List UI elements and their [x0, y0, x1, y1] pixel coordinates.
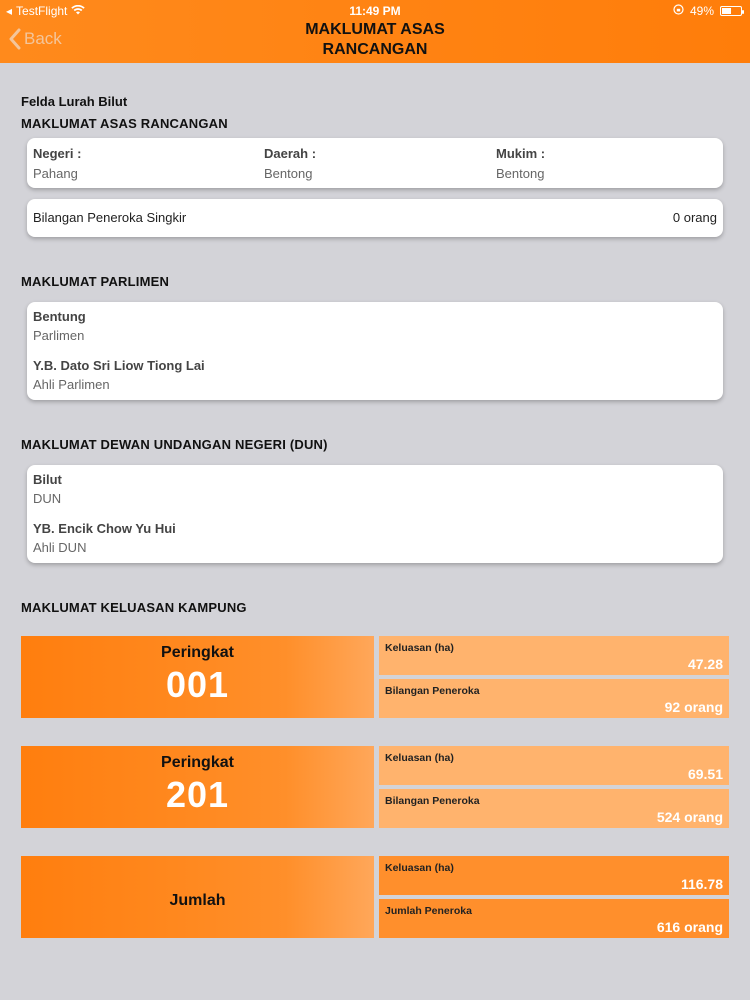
status-time: 11:49 PM — [349, 4, 401, 18]
peringkat-001-area — [379, 636, 729, 675]
jumlah-area-label: Keluasan (ha) — [385, 862, 454, 874]
peneroka-singkir-value: 0 orang — [672, 210, 717, 225]
jumlah-count — [379, 899, 729, 938]
site-name: Felda Lurah Bilut — [21, 94, 128, 109]
dun-name: Bilut — [33, 472, 62, 487]
battery-percent: 49% — [689, 4, 714, 18]
mukim-field — [496, 146, 545, 181]
jumlah-count-label: Jumlah Peneroka — [385, 905, 472, 917]
status-bar — [0, 2, 750, 18]
daerah-value: Bentong — [264, 166, 313, 181]
dun-name-sub: DUN — [33, 491, 62, 506]
peringkat-title: Peringkat — [161, 754, 234, 771]
daerah-field — [264, 146, 316, 181]
count-value: 524 orang — [656, 809, 723, 825]
count-label: Bilangan Peneroka — [385, 685, 480, 697]
peringkat-title: Peringkat — [161, 644, 234, 661]
peringkat-201-tile[interactable] — [21, 746, 374, 828]
back-to-app-icon[interactable]: ◂ — [6, 4, 13, 18]
back-label: Back — [24, 29, 62, 48]
mukim-value: Bentong — [496, 166, 545, 181]
peneroka-singkir-card — [27, 199, 723, 237]
peringkat-201-area — [379, 746, 729, 785]
negeri-field — [33, 146, 81, 181]
daerah-label: Daerah : — [264, 146, 317, 161]
parlimen-member: Y.B. Dato Sri Liow Tiong Lai — [33, 358, 205, 373]
area-label: Keluasan (ha) — [385, 752, 454, 764]
peringkat-001-count — [379, 679, 729, 718]
parlimen-name: Bentung — [33, 309, 86, 324]
mukim-label: Mukim : — [496, 146, 546, 161]
section-heading-keluasan: MAKLUMAT KELUASAN KAMPUNG — [21, 600, 247, 615]
peneroka-singkir-label: Bilangan Peneroka Singkir — [33, 210, 187, 225]
jumlah-area-value: 116.78 — [680, 876, 723, 892]
dun-member-sub: Ahli DUN — [33, 540, 87, 555]
location-card — [27, 138, 723, 188]
battery-icon — [720, 6, 742, 16]
area-label: Keluasan (ha) — [385, 642, 454, 654]
count-label: Bilangan Peneroka — [385, 795, 480, 807]
orientation-lock-icon — [673, 4, 684, 18]
peringkat-201-count — [379, 789, 729, 828]
area-value: 69.51 — [687, 766, 723, 782]
peringkat-001-tile[interactable] — [21, 636, 374, 718]
page-title-line2: RANCANGAN — [322, 41, 428, 58]
negeri-value: Pahang — [33, 166, 78, 181]
peringkat-number: 201 — [165, 774, 230, 815]
section-heading-parlimen: MAKLUMAT PARLIMEN — [21, 274, 170, 289]
dun-member: YB. Encik Chow Yu Hui — [33, 521, 176, 536]
parlimen-member-sub: Ahli Parlimen — [33, 377, 110, 392]
peringkat-number: 001 — [165, 664, 230, 705]
parlimen-card — [27, 302, 723, 400]
page-title — [0, 20, 750, 60]
jumlah-area — [379, 856, 729, 895]
jumlah-title: Jumlah — [169, 892, 226, 909]
dun-card — [27, 465, 723, 563]
status-app-name[interactable]: TestFlight — [16, 4, 68, 18]
area-value: 47.28 — [687, 656, 723, 672]
jumlah-tile — [21, 856, 374, 938]
section-heading-asas: MAKLUMAT ASAS RANCANGAN — [21, 116, 228, 131]
parlimen-name-sub: Parlimen — [33, 328, 85, 343]
count-value: 92 orang — [664, 699, 723, 715]
negeri-label: Negeri : — [33, 146, 82, 161]
section-heading-dun: MAKLUMAT DEWAN UNDANGAN NEGERI (DUN) — [21, 437, 328, 452]
jumlah-count-value: 616 orang — [656, 919, 723, 935]
page-title-line1: MAKLUMAT ASAS — [305, 21, 445, 38]
navigation-bar — [0, 0, 750, 63]
